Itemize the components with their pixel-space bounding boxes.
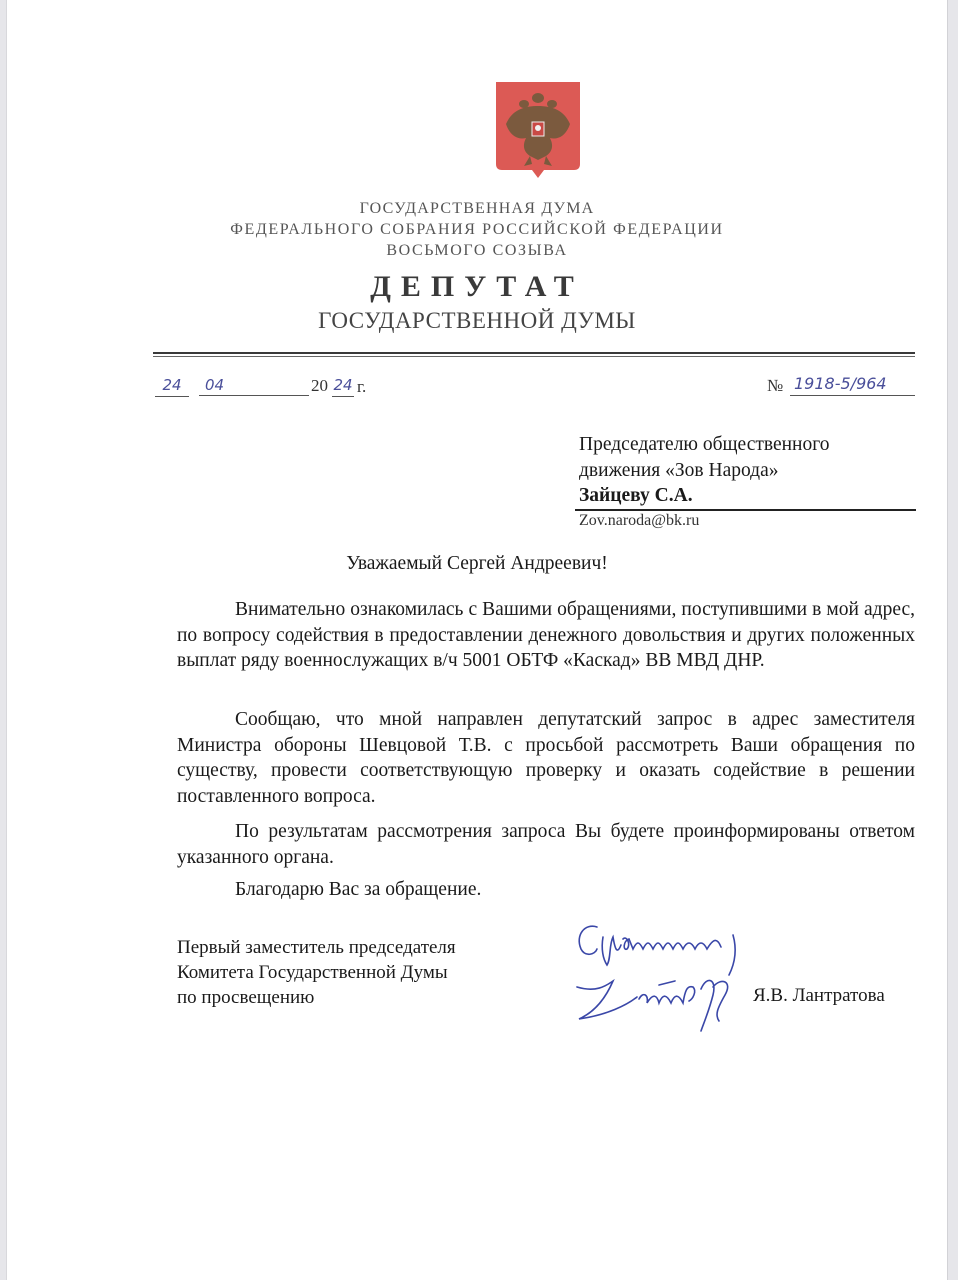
body-paragraph: Внимательно ознакомилась с Вашими обращениями, поступившими в мой адрес, по вопросу содействия в предоставлении денежного довольствия и других положенных выплат ряду военнослужащих в/ч 5001 ОБТФ «Каскад» ВВ МВД ДНР.: [177, 599, 915, 671]
body-paragraph: Сообщаю, что мной направлен депутатский запрос в адрес заместителя Министра обороны Шевцовой Т.В. с просьбой рассмотреть Ваши обращения по существу, провести соответствующую проверку и оказать содействие в решении поставленного вопроса.: [177, 709, 915, 807]
addressee-line-2: движения «Зов Народа»: [579, 460, 779, 481]
signer-position: [177, 935, 456, 1010]
addressee-line-1: Председателю общественного: [579, 434, 830, 455]
signer-position-line-3: по просвещению: [177, 987, 315, 1008]
date-year-prefix: 20: [311, 376, 328, 395]
handwritten-signature: [567, 915, 807, 1040]
addressee-rule: [575, 509, 916, 511]
salutation: Уважаемый Сергей Андреевич!: [346, 553, 608, 574]
date-year-mark: г.: [357, 377, 367, 396]
registration-number: 1918-5/964: [790, 374, 915, 396]
signer-position-line-2: Комитета Государственной Думы: [177, 962, 448, 983]
letterhead-subtitle: ГОСУДАРСТВЕННОЙ ДУМЫ: [318, 308, 636, 333]
scrollbar[interactable]: [947, 0, 958, 1280]
letterhead-line-3: ВОСЬМОГО СОЗЫВА: [386, 242, 568, 259]
letterhead-line-2: ФЕДЕРАЛЬНОГО СОБРАНИЯ РОССИЙСКОЙ ФЕДЕРАЦИИ: [230, 221, 724, 238]
number-sign: №: [767, 376, 784, 395]
document-page: [6, 0, 948, 1280]
coat-of-arms-icon: [494, 80, 582, 180]
addressee-email: Zov.naroda@bk.ru: [579, 512, 700, 529]
letterhead-line-1: ГОСУДАРСТВЕННАЯ ДУМА: [359, 200, 595, 217]
letterhead-title: ДЕПУТАТ: [370, 270, 584, 303]
addressee-name: Зайцеву С.А.: [579, 485, 693, 506]
date-day: 24: [155, 376, 189, 397]
date-month: 04: [199, 376, 309, 396]
body-paragraph: Благодарю Вас за обращение.: [235, 879, 482, 900]
signer-position-line-1: Первый заместитель председателя: [177, 937, 456, 958]
header-rule-thick: [153, 352, 915, 354]
body-paragraph: По результатам рассмотрения запроса Вы будете проинформированы ответом указанного органа.: [177, 821, 915, 868]
signer-name: Я.В. Лантратова: [753, 985, 885, 1006]
header-rule-thin: [153, 356, 915, 357]
date-year-suffix: 24: [332, 376, 354, 397]
